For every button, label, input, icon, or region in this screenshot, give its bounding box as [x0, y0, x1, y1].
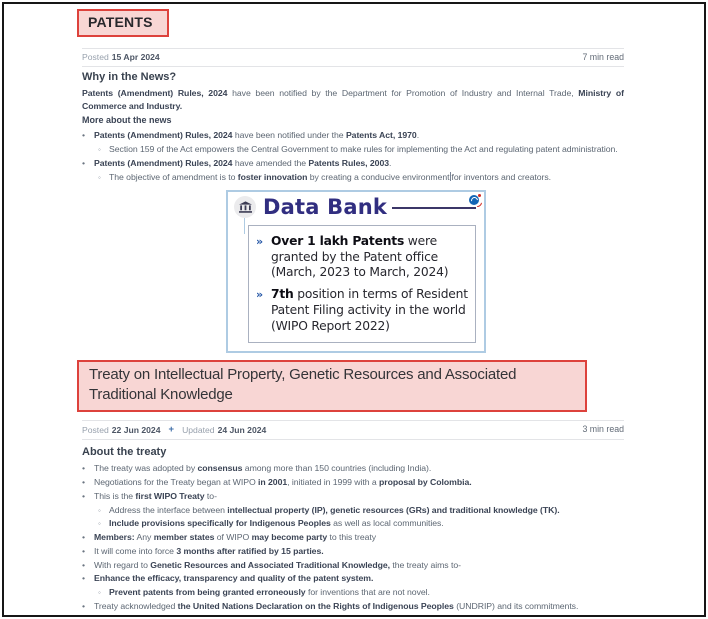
databank-card [226, 190, 486, 353]
bold-text: Ministry of Commerce and Industry. [82, 88, 624, 112]
bullet-item [82, 517, 624, 529]
bullet-item [82, 476, 624, 488]
chevron-bullet-icon: » [256, 288, 263, 302]
text: have been notified under the [232, 130, 346, 141]
read-time: 3 min read [582, 424, 624, 435]
bullet-item [82, 157, 624, 169]
bullet-icon: ◦ [98, 505, 101, 515]
bullet-item [82, 171, 624, 183]
bullet-item [82, 600, 624, 612]
post-title-text: PATENTS [88, 14, 153, 30]
bold-text: Enhance the efficacy, transparency and quality of the patent system. [94, 573, 374, 584]
bullet-icon: • [82, 545, 85, 556]
bold-text: in 2001 [258, 477, 288, 488]
intro-paragraph [82, 87, 624, 113]
bold-text: 7th [271, 287, 294, 302]
text: , initiated in 1999 with a [287, 477, 379, 488]
bold-text: Genetic Resources and Associated Traditional Knowledge, [150, 559, 390, 570]
text: to this treaty [327, 532, 377, 543]
post-title-text: Treaty on Intellectual Property, Genetic Resources and Associated Traditional Knowledge [89, 366, 517, 404]
bold-text: Patents (Amendment) Rules, 2024 [82, 88, 228, 99]
text: for inventions that are not novel. [305, 587, 430, 598]
bullet-item [82, 572, 624, 584]
post1-bullet-list [82, 129, 624, 183]
bullet-text [94, 600, 624, 612]
plus-icon: + [168, 424, 175, 436]
divider [82, 66, 624, 67]
bullet-icon: • [82, 463, 85, 474]
text: Negotiations for the Treaty began at WIPO [94, 477, 259, 488]
bullet-text [271, 287, 469, 334]
bullet-text [109, 586, 624, 598]
bold-text: the United Nations Declaration on the Rights of Indigenous Peoples [177, 600, 454, 611]
post-title-patents [77, 9, 169, 37]
posted-updated-meta [82, 424, 266, 435]
bullet-icon: ◦ [98, 172, 101, 182]
text: were granted by the Patent office (March, 2023 to March, 2024) [271, 234, 449, 280]
posted-date: 22 Jun 2024 [111, 424, 161, 435]
posted-label: Posted [82, 424, 109, 435]
bold-text: proposal by Colombia. [379, 477, 472, 488]
article-content [4, 4, 704, 612]
bullet-icon: • [82, 490, 85, 501]
text: to- [204, 490, 217, 501]
bullet-text [94, 462, 624, 474]
bold-text: Over 1 lakh Patents [271, 234, 405, 249]
text: The treaty was adopted by [94, 463, 198, 474]
bullet-item [82, 129, 624, 141]
databank-list [248, 225, 476, 343]
bullet-item [82, 143, 624, 155]
bullet-item [82, 531, 624, 543]
bullet-text [109, 171, 624, 183]
text: The objective of amendment is to [109, 171, 238, 182]
bullet-item [256, 287, 469, 334]
section-heading-treaty: About the treaty [82, 446, 167, 459]
bold-text: may become party [251, 532, 328, 543]
text: for inventors and creators. [451, 171, 552, 182]
posted-meta [82, 52, 160, 62]
bold-text: Members: [94, 532, 135, 543]
publisher-logo-icon [469, 194, 481, 206]
red-dot-icon [478, 194, 481, 197]
bullet-icon: • [82, 477, 85, 488]
bold-text: member states [153, 532, 215, 543]
bullet-icon: • [82, 532, 85, 543]
bullet-text [109, 504, 624, 516]
text: This is the [94, 490, 136, 501]
databank-header [234, 196, 476, 218]
updated-date: 24 Jun 2024 [217, 424, 267, 435]
bold-text: first WIPO Treaty [135, 490, 205, 501]
bullet-text [94, 545, 624, 557]
bullet-icon: ◦ [98, 519, 101, 529]
bullet-text [94, 476, 624, 488]
bold-text: Include provisions specifically for Indigenous Peoples [109, 518, 331, 529]
bullet-item [256, 234, 469, 281]
bullet-text [109, 143, 624, 155]
post1-meta-row [82, 49, 624, 67]
bullet-icon: • [82, 130, 85, 141]
page-frame [2, 2, 706, 617]
bold-text: intellectual property (IP), genetic resources (GRs) and traditional knowledge (TK). [227, 504, 560, 515]
bullet-icon: • [82, 600, 85, 611]
bullet-text [94, 572, 624, 584]
bullet-icon: • [82, 559, 85, 570]
bold-text: 3 months after ratified by 15 parties. [176, 545, 324, 556]
bullet-text [271, 234, 469, 281]
bullet-item [82, 586, 624, 598]
read-time: 7 min read [582, 51, 624, 62]
bullet-text [94, 490, 624, 502]
text: (UNDRIP) and its commitments. [453, 600, 579, 611]
bold-text: Patents Act, 1970 [345, 130, 417, 141]
text: have been notified by the Department for Promotion of Industry and Internal Trade, [227, 88, 579, 99]
text: the treaty aims to- [390, 559, 461, 570]
bold-text: Patents Rules, 2003 [308, 157, 390, 168]
posted-date: 15 Apr 2024 [111, 51, 160, 62]
bank-building-glyph [239, 201, 252, 213]
bank-icon [234, 196, 256, 218]
text: position in terms of Resident Patent Filing activity in the world (WIPO Report 2022) [271, 287, 468, 333]
post2-bullet-list [82, 462, 624, 612]
bullet-text [94, 531, 624, 543]
bullet-item [82, 545, 624, 557]
bold-text: foster innovation [237, 171, 308, 182]
bold-text: Prevent patents from being granted erroneously [109, 587, 306, 598]
text: Section 159 of the Act empowers the Central Government to make rules for implementing the Act and regulating patent administration. [109, 144, 618, 155]
bank-icon-wrap [234, 196, 256, 218]
bullet-item [82, 462, 624, 474]
title-rule [392, 207, 476, 209]
post-title-treaty [77, 360, 587, 412]
bullet-item [82, 559, 624, 571]
bold-text: consensus [197, 463, 243, 474]
text: With regard to [94, 559, 151, 570]
text: as well as local communities. [330, 518, 444, 529]
text: . [389, 157, 392, 168]
posted-label: Posted [82, 51, 109, 62]
text: of WIPO [214, 532, 252, 543]
text: Treaty acknowledged [94, 600, 178, 611]
bullet-icon: • [82, 157, 85, 168]
divider [82, 439, 624, 440]
bullet-text [94, 129, 624, 141]
databank-title: Data Bank [263, 194, 388, 219]
bold-text: Patents (Amendment) Rules, 2024 [94, 157, 233, 168]
post2-meta-row [82, 421, 624, 439]
text: by creating a conducive environment [307, 171, 450, 182]
subheading-more: More about the news [82, 115, 172, 126]
bullet-item [82, 490, 624, 502]
bullet-item [82, 504, 624, 516]
bold-text: Patents (Amendment) Rules, 2024 [94, 130, 233, 141]
text: . [416, 130, 420, 141]
bullet-icon: ◦ [98, 145, 101, 155]
text: Any [134, 532, 154, 543]
bullet-icon: • [82, 573, 85, 584]
bullet-text [94, 157, 624, 169]
text: It will come into force [94, 545, 177, 556]
chevron-bullet-icon: » [256, 235, 263, 249]
bullet-icon: ◦ [98, 588, 101, 598]
connector-line [244, 218, 245, 234]
bullet-text [109, 517, 624, 529]
bullet-text [94, 559, 624, 571]
text: Address the interface between [109, 504, 228, 515]
text: among more than 150 countries (including India). [242, 463, 432, 474]
updated-label: Updated [182, 424, 215, 435]
section-heading-news: Why in the News? [82, 71, 177, 84]
text: have amended the [232, 157, 309, 168]
